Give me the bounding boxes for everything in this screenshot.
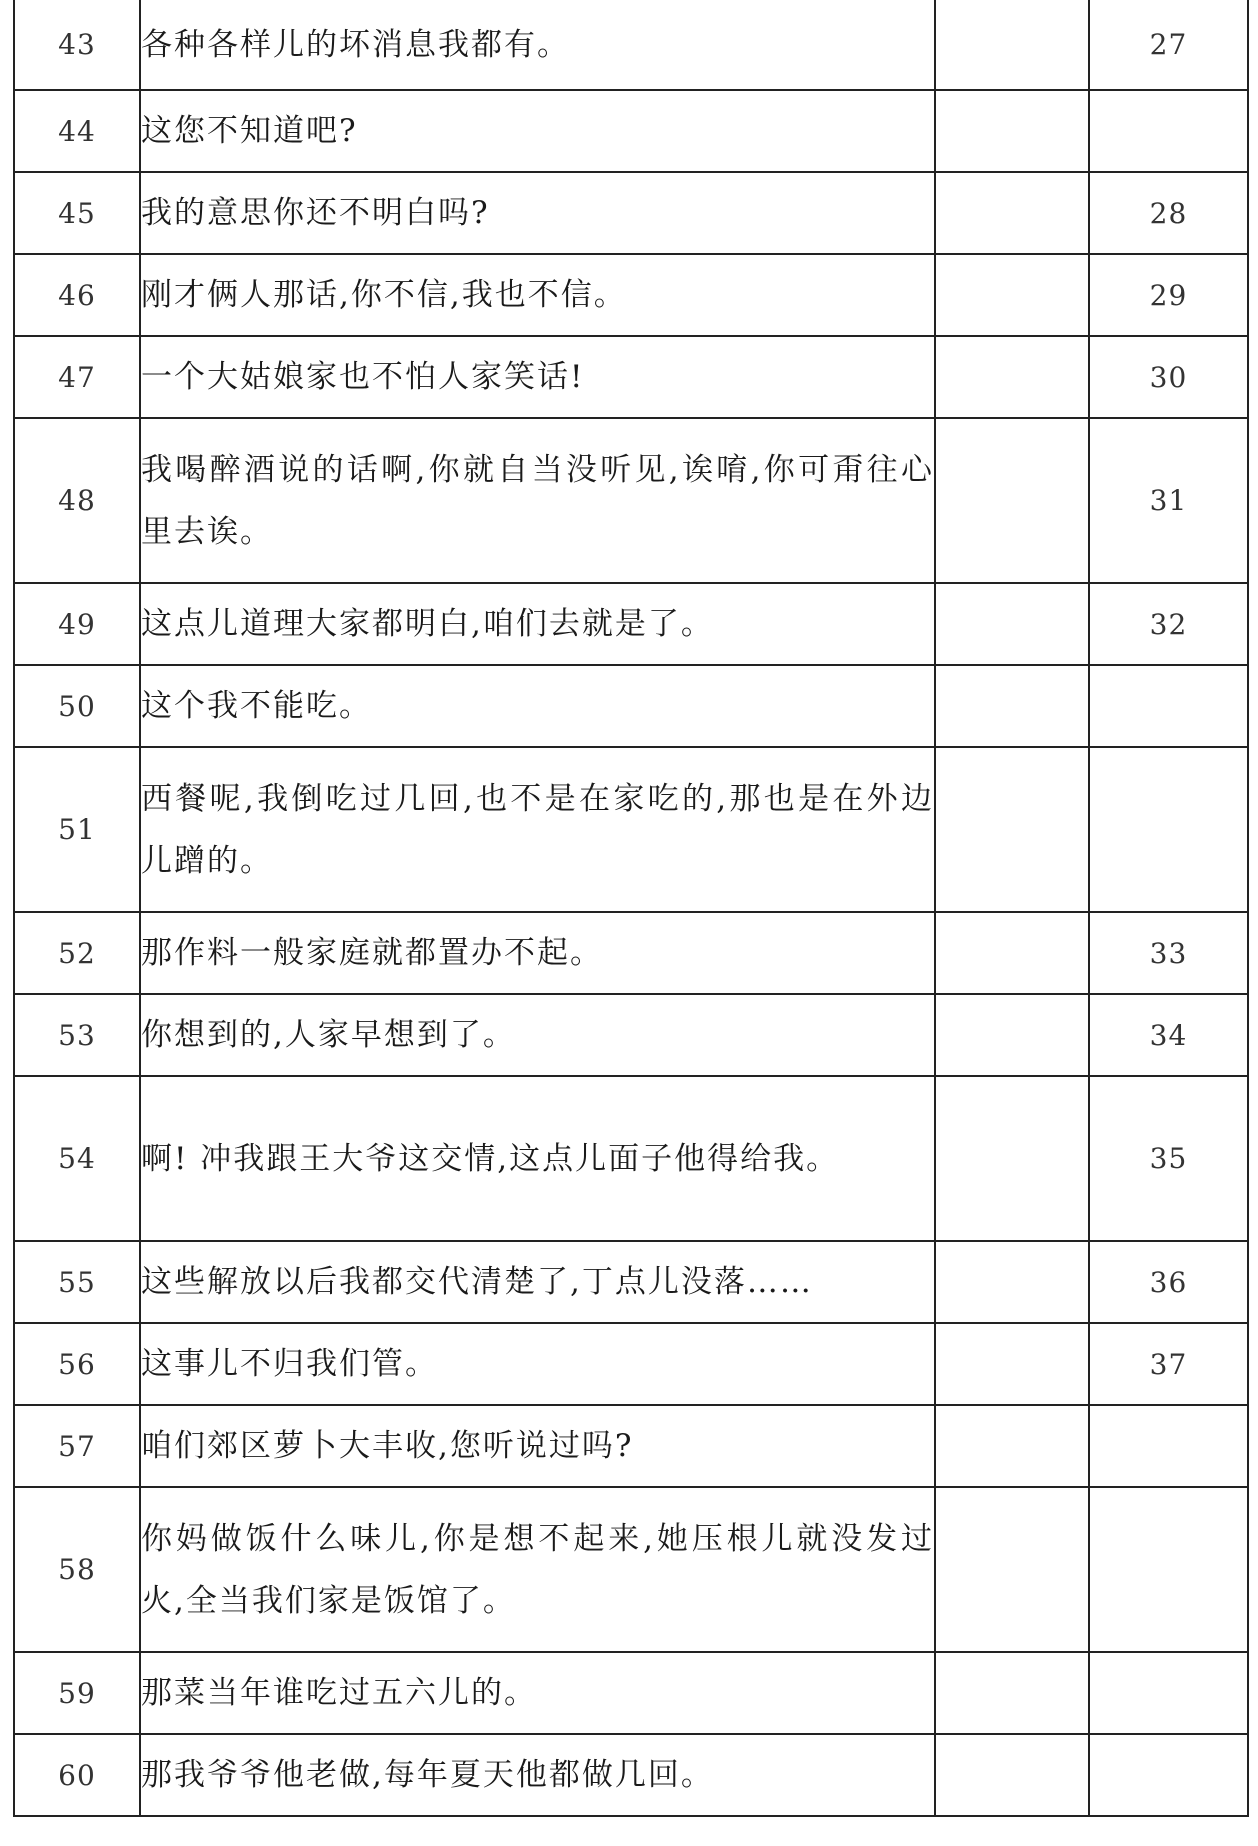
sentence-text: 我喝醉酒说的话啊,你就自当没听见,诶唷,你可甭往心里去诶。: [140, 418, 935, 583]
sentence-text: 一个大姑娘家也不怕人家笑话!: [140, 336, 935, 418]
reference-number: [1089, 1405, 1248, 1487]
row-number: 49: [14, 583, 140, 665]
reference-number: 30: [1089, 336, 1248, 418]
reference-number: [1089, 1487, 1248, 1652]
sentence-text: 这点儿道理大家都明白,咱们去就是了。: [140, 583, 935, 665]
table-row: [14, 418, 1248, 583]
sentence-text: 那作料一般家庭就都置办不起。: [140, 912, 935, 994]
row-number: 58: [14, 1487, 140, 1652]
sentence-text: 刚才俩人那话,你不信,我也不信。: [140, 254, 935, 336]
reference-number: 36: [1089, 1241, 1248, 1323]
sentence-text: 西餐呢,我倒吃过几回,也不是在家吃的,那也是在外边儿蹭的。: [140, 747, 935, 912]
blank-cell: [935, 172, 1089, 254]
reference-number: [1089, 90, 1248, 172]
row-number: 53: [14, 994, 140, 1076]
reference-number: 29: [1089, 254, 1248, 336]
blank-cell: [935, 1076, 1089, 1241]
reference-number: [1089, 1734, 1248, 1816]
blank-cell: [935, 336, 1089, 418]
table-row: [14, 1405, 1248, 1487]
reference-number: [1089, 1652, 1248, 1734]
sentence-text: 这您不知道吧?: [140, 90, 935, 172]
sentence-text: 那我爷爷他老做,每年夏天他都做几回。: [140, 1734, 935, 1816]
blank-cell: [935, 1652, 1089, 1734]
document-page: [13, 0, 1247, 1817]
table-row: [14, 583, 1248, 665]
table-row: [14, 747, 1248, 912]
blank-cell: [935, 994, 1089, 1076]
table-row: [14, 1076, 1248, 1241]
reference-number: 35: [1089, 1076, 1248, 1241]
sentence-text: 那菜当年谁吃过五六儿的。: [140, 1652, 935, 1734]
table-row: [14, 1652, 1248, 1734]
sentence-text: 这些解放以后我都交代清楚了,丁点儿没落……: [140, 1241, 935, 1323]
blank-cell: [935, 1734, 1089, 1816]
sentence-text: 这事儿不归我们管。: [140, 1323, 935, 1405]
row-number: 54: [14, 1076, 140, 1241]
reference-number: 37: [1089, 1323, 1248, 1405]
reference-number: [1089, 747, 1248, 912]
row-number: 48: [14, 418, 140, 583]
row-number: 51: [14, 747, 140, 912]
row-number: 55: [14, 1241, 140, 1323]
blank-cell: [935, 747, 1089, 912]
blank-cell: [935, 1323, 1089, 1405]
table-row: [14, 254, 1248, 336]
sentence-text: 各种各样儿的坏消息我都有。: [140, 0, 935, 90]
blank-cell: [935, 1487, 1089, 1652]
blank-cell: [935, 912, 1089, 994]
row-number: 60: [14, 1734, 140, 1816]
sentence-text: 咱们郊区萝卜大丰收,您听说过吗?: [140, 1405, 935, 1487]
reference-number: 33: [1089, 912, 1248, 994]
row-number: 56: [14, 1323, 140, 1405]
reference-number: 27: [1089, 0, 1248, 90]
table-row: [14, 1734, 1248, 1816]
table-row: [14, 172, 1248, 254]
table-row: [14, 665, 1248, 747]
sentence-text: 你想到的,人家早想到了。: [140, 994, 935, 1076]
table-row: [14, 0, 1248, 90]
blank-cell: [935, 1405, 1089, 1487]
table-row: [14, 90, 1248, 172]
row-number: 52: [14, 912, 140, 994]
blank-cell: [935, 583, 1089, 665]
row-number: 50: [14, 665, 140, 747]
table-row: [14, 912, 1248, 994]
blank-cell: [935, 418, 1089, 583]
reference-number: 31: [1089, 418, 1248, 583]
reference-number: 34: [1089, 994, 1248, 1076]
table-row: [14, 994, 1248, 1076]
table-row: [14, 336, 1248, 418]
sentence-text: 啊! 冲我跟王大爷这交情,这点儿面子他得给我。: [140, 1076, 935, 1241]
sentence-text: 这个我不能吃。: [140, 665, 935, 747]
table-row: [14, 1241, 1248, 1323]
row-number: 47: [14, 336, 140, 418]
blank-cell: [935, 90, 1089, 172]
blank-cell: [935, 254, 1089, 336]
sentence-table: [13, 0, 1249, 1817]
row-number: 44: [14, 90, 140, 172]
blank-cell: [935, 1241, 1089, 1323]
row-number: 43: [14, 0, 140, 90]
reference-number: 28: [1089, 172, 1248, 254]
reference-number: 32: [1089, 583, 1248, 665]
table-row: [14, 1487, 1248, 1652]
row-number: 46: [14, 254, 140, 336]
blank-cell: [935, 0, 1089, 90]
reference-number: [1089, 665, 1248, 747]
blank-cell: [935, 665, 1089, 747]
table-row: [14, 1323, 1248, 1405]
row-number: 45: [14, 172, 140, 254]
sentence-text: 我的意思你还不明白吗?: [140, 172, 935, 254]
sentence-text: 你妈做饭什么味儿,你是想不起来,她压根儿就没发过火,全当我们家是饭馆了。: [140, 1487, 935, 1652]
row-number: 57: [14, 1405, 140, 1487]
row-number: 59: [14, 1652, 140, 1734]
